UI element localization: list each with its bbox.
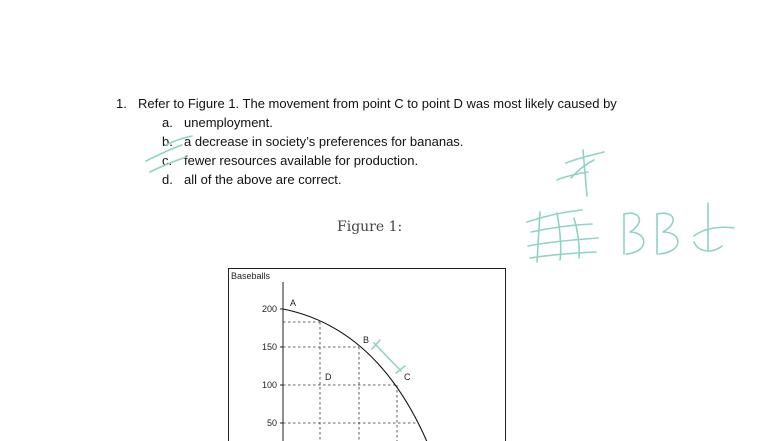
option-letter: a.: [162, 115, 173, 130]
scribble-b2-bowls: [657, 213, 678, 254]
option-text: all of the above are correct.: [184, 172, 342, 187]
y-tick-label-50: 50: [266, 418, 277, 428]
figure-caption: Figure 1:: [337, 219, 403, 235]
scribble-stroke: [531, 224, 592, 232]
scribble-stroke: [530, 252, 596, 258]
y-tick-label-100: 100: [261, 380, 277, 390]
ppf-chart-svg: [228, 268, 508, 441]
scribble-stroke: [537, 212, 540, 262]
scribble-stroke: [557, 213, 561, 260]
question-block: [116, 94, 617, 189]
option-letter: b.: [162, 134, 173, 149]
option-text: unemployment.: [184, 115, 273, 130]
question-stem: [116, 94, 617, 113]
point-a-label: A: [290, 298, 297, 308]
option-b[interactable]: [162, 132, 617, 151]
option-d[interactable]: [162, 170, 617, 189]
question-text: Refer to Figure 1. The movement from point C to point D was most likely caused by: [138, 96, 617, 111]
point-b-label: B: [363, 335, 370, 345]
figure-1-chart: [228, 268, 508, 441]
scribble-stroke: [527, 210, 582, 222]
y-axis-label: Baseballs: [231, 271, 271, 281]
question-number: 1.: [116, 96, 127, 111]
option-text: fewer resources available for production.: [184, 153, 419, 168]
scribble-plus-h: [694, 227, 734, 236]
scribble-stroke: [574, 218, 579, 258]
option-text: a decrease in society’s preferences for bananas.: [184, 134, 464, 149]
dashed-guides: [283, 322, 418, 441]
scribble-hook: [694, 242, 722, 251]
scribble-stroke: [528, 238, 598, 246]
scribble-b1-bowls: [624, 213, 644, 254]
point-c-label: C: [404, 372, 411, 382]
y-tick-label-150: 150: [261, 342, 277, 352]
y-ticks: [262, 304, 283, 428]
y-tick-label-200: 200: [261, 304, 277, 314]
point-d-label: D: [325, 372, 332, 382]
option-a[interactable]: [162, 113, 617, 132]
chart-frame: [229, 269, 506, 441]
option-letter: c.: [162, 153, 173, 168]
option-c[interactable]: [162, 151, 617, 170]
answer-options: [116, 113, 617, 189]
option-letter: d.: [162, 172, 173, 187]
